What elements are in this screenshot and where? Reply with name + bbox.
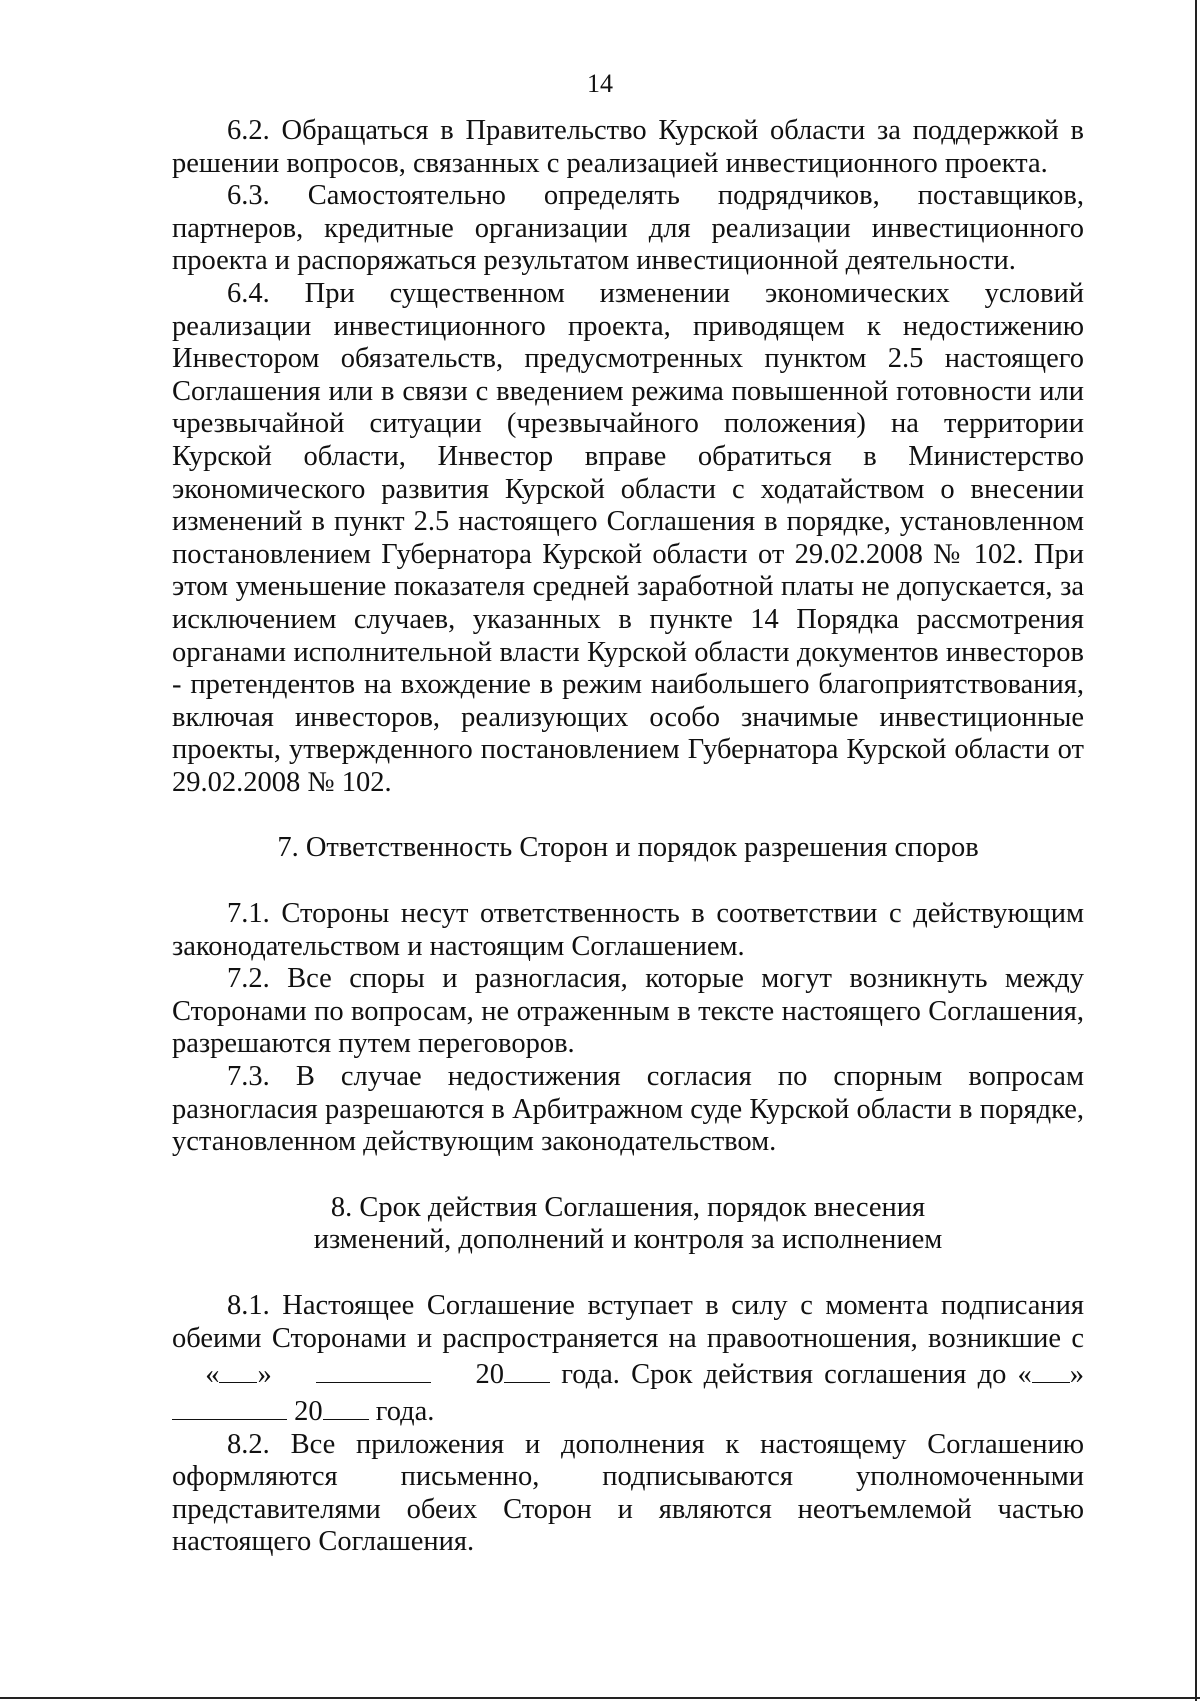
paragraph-7-2: 7.2. Все споры и разногласия, которые могут возникнуть между Сторонами по вопросам, не отраженным в тексте настоящего Соглашения, разрешаются путем переговоров. (172, 963, 1084, 1060)
end-year-blank (323, 1392, 369, 1420)
paragraph-7-3: 7.3. В случае недостижения согласия по спорным вопросам разногласия разрешаются в Арбитражном суде Курской области в порядке, установленном действующим законодательством. (172, 1061, 1084, 1158)
paragraph-7-1: 7.1. Стороны несут ответственность в соответствии с действующим законодательством и настоящим Соглашением. (172, 898, 1084, 962)
paragraph-8-1 (172, 1290, 1084, 1429)
month-blank (316, 1355, 431, 1383)
year-blank (504, 1355, 550, 1383)
scan-edge-right (1195, 0, 1197, 1701)
quote-open: « (205, 1359, 220, 1391)
quote-close-end: » (1069, 1359, 1085, 1391)
section-heading-8-line-1: 8. Срок действия Соглашения, порядок внесения (330, 1191, 926, 1223)
paragraph-6-3: 6.3. Самостоятельно определять подрядчиков, поставщиков, партнеров, кредитные организации для реализации инвестиционного проекта и распоряжаться результатом инвестиционной деятельности. (172, 180, 1084, 277)
section-heading-7: 7. Ответственность Сторон и порядок разрешения споров (277, 832, 979, 864)
paragraph-8-1-end-text: года. (375, 1395, 435, 1427)
year-prefix: 20 (475, 1359, 505, 1391)
end-month-blank (172, 1392, 287, 1420)
paragraph-6-4: 6.4. При существенном изменении экономических условий реализации инвестиционного проекта, приводящем к недостижению Инвестором обязательств, предусмотренных пунктом 2.5 настоящего Соглашения или в связи с введением режима повышенной готовности или чрезвычайной ситуации (чрезвычайного положения) на территории Курской области, Инвестор вправе обратиться в Министерство экономического развития Курской области с ходатайством о внесении изменений в пункт 2.5 настоящего Соглашения в порядке, установленном постановлением Губернатора Курской области от 29.02.2008 № 102. При этом уменьшение показателя средней заработной платы не допускается, за исключением случаев, указанных в пункте 14 Порядка рассмотрения органами исполнительной власти Курской области документов инвесторов - претендентов на вхождение в режим наибольшего благоприятствования, включая инвесторов, реализующих особо значимые инвестиционные проекты, утвержденного постановлением Губернатора Курской области от 29.02.2008 № 102. (172, 277, 1084, 798)
end-day-blank (1032, 1355, 1070, 1383)
section-heading-8 (172, 1192, 1084, 1257)
scan-edge-bottom (0, 1697, 1200, 1699)
quote-open-end: « (1017, 1359, 1032, 1391)
quote-close: » (257, 1359, 272, 1391)
end-year-prefix: 20 (294, 1395, 323, 1427)
page-number: 14 (587, 69, 613, 98)
document-body (172, 115, 1084, 1559)
paragraph-8-1-term-text: года. Срок действия соглашения до (561, 1359, 1007, 1391)
day-blank (219, 1355, 257, 1383)
paragraph-6-2: 6.2. Обращаться в Правительство Курской области за поддержкой в решении вопросов, связанных с реализацией инвестиционного проекта. (172, 115, 1084, 179)
paragraph-8-2: 8.2. Все приложения и дополнения к настоящему Соглашению оформляются письменно, подписываются уполномоченными представителями обеих Сторон и являются неотъемлемой частью настоящего Соглашения. (172, 1428, 1084, 1558)
section-heading-8-line-2: изменений, дополнений и контроля за исполнением (313, 1224, 943, 1256)
paragraph-8-1-text: 8.1. Настоящее Соглашение вступает в силу с момента подписания обеими Сторонами и распространяется на правоотношения, возникшие с (172, 1290, 1084, 1354)
